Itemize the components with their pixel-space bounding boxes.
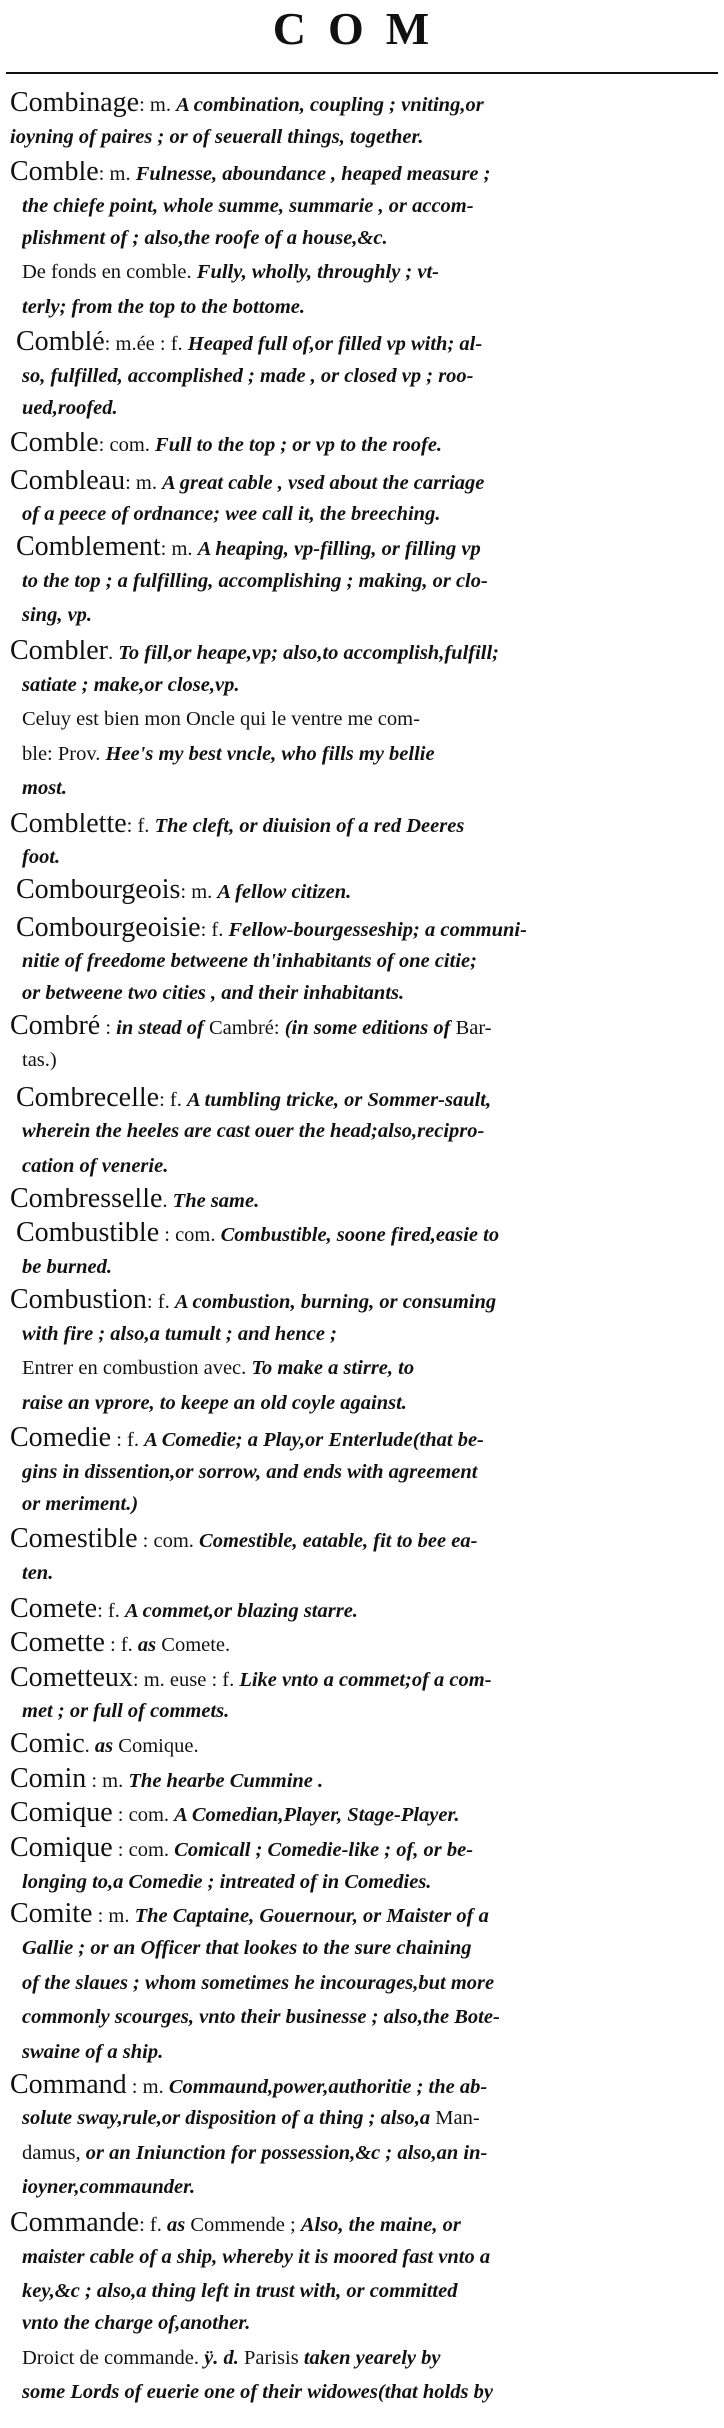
english-gloss: swaine of a ship.	[22, 2042, 164, 2063]
dictionary-line	[22, 297, 724, 319]
headword: Comite	[10, 1903, 93, 1928]
dictionary-line	[16, 879, 724, 904]
english-gloss: or meriment.)	[22, 1494, 139, 1515]
dictionary-line	[22, 744, 724, 766]
dictionary-line	[10, 1733, 724, 1758]
french-text: De fonds en comble.	[22, 262, 197, 283]
dictionary-line	[22, 504, 724, 526]
english-gloss: Fulnesse, aboundance , heaped measure ;	[135, 163, 491, 185]
dictionary-line	[22, 951, 724, 973]
header-rule	[6, 72, 718, 74]
dictionary-line	[22, 2348, 724, 2370]
english-gloss: be burned.	[22, 1257, 112, 1278]
english-gloss: foot.	[22, 847, 61, 868]
french-text: Cambré:	[209, 1017, 285, 1039]
english-gloss: or an Iniunction for possession,&c ; also,an in-	[85, 2143, 488, 2164]
english-gloss: ten.	[22, 1563, 54, 1584]
french-text: : f.	[159, 1089, 187, 1111]
french-text: : m.	[125, 472, 163, 494]
dictionary-line	[10, 470, 724, 495]
french-text: : com.	[112, 1839, 175, 1861]
dictionary-line	[10, 640, 724, 665]
dictionary-line	[10, 1427, 724, 1452]
headword: Combustion	[10, 1289, 147, 1314]
dictionary-line	[22, 1050, 724, 1072]
english-gloss: Like vnto a commet;of a com-	[239, 1669, 492, 1691]
headword: Combourgeoisie	[16, 917, 201, 942]
french-text: Man-	[435, 2108, 480, 2129]
english-gloss: Also, the maine, or	[300, 2214, 461, 2236]
dictionary-line	[22, 1872, 724, 1894]
english-gloss: raise an vprore, to keepe an old coyle against.	[22, 1393, 407, 1414]
english-gloss: satiate ; make,or close,vp.	[22, 675, 240, 696]
dictionary-line	[10, 1632, 724, 1657]
dictionary-line	[22, 1393, 724, 1415]
french-text: .	[108, 642, 119, 664]
dictionary-line	[22, 1563, 724, 1585]
english-gloss: or betweene two cities , and their inhabitants.	[22, 983, 405, 1004]
dictionary-line	[16, 331, 724, 356]
english-gloss: ued,roofed.	[22, 398, 118, 419]
french-text: : m.	[180, 881, 218, 903]
english-gloss: sing, vp.	[22, 605, 93, 626]
dictionary-line	[10, 2074, 724, 2099]
headword: Combresselle	[10, 1188, 163, 1213]
dictionary-line	[22, 983, 724, 1005]
french-text: : m.	[86, 1770, 129, 1792]
headword: Comblement	[16, 536, 161, 561]
dictionary-line	[22, 1701, 724, 1723]
dictionary-line	[22, 2042, 724, 2064]
english-gloss: gins in dissention,or sorrow, and ends with agreement	[22, 1462, 478, 1483]
french-text: : f.	[139, 2214, 167, 2236]
french-text: Comique.	[118, 1735, 199, 1757]
dictionary-line	[16, 536, 724, 561]
french-text: : com.	[98, 434, 156, 456]
headword: Comedie	[10, 1427, 112, 1452]
dictionary-line	[22, 2382, 724, 2404]
dictionary-line	[22, 2143, 724, 2165]
english-gloss: A combustion, burning, or consuming	[174, 1291, 497, 1313]
french-text: Bar-	[455, 1017, 492, 1039]
headword: Comique	[10, 1837, 113, 1862]
dictionary-line	[10, 432, 724, 457]
dictionary-line	[10, 1802, 724, 1827]
english-gloss: key,&c ; also,a thing left in trust with, or committed	[22, 2281, 458, 2302]
english-gloss: A commet,or blazing starre.	[125, 1600, 358, 1622]
headword: Comic	[10, 1733, 85, 1758]
french-text: : m. euse : f.	[132, 1669, 240, 1691]
english-gloss: ÿ. d.	[204, 2348, 245, 2369]
dictionary-line	[22, 2313, 724, 2335]
dictionary-line	[10, 92, 724, 117]
headword: Combinage	[10, 92, 140, 117]
english-gloss: cation of venerie.	[22, 1156, 169, 1177]
headword: Comblette	[10, 813, 127, 838]
headword: Combustible	[16, 1222, 160, 1247]
french-text: .	[162, 1190, 173, 1212]
dictionary-entries	[0, 84, 724, 2424]
english-gloss: A great cable , vsed about the carriage	[162, 472, 485, 494]
english-gloss: Combustible, soone fired,easie to	[220, 1224, 500, 1246]
dictionary-line	[10, 813, 724, 838]
dictionary-line	[10, 161, 724, 186]
english-gloss: ioyner,commaunder.	[22, 2177, 196, 2198]
french-text: Entrer en combustion avec.	[22, 1358, 252, 1379]
english-gloss: in stead of	[116, 1017, 209, 1039]
dictionary-line	[10, 1289, 724, 1314]
dictionary-line	[22, 228, 724, 250]
english-gloss: of the slaues ; whom sometimes he incourages,but more	[22, 1973, 495, 1994]
dictionary-line	[10, 1667, 724, 1692]
french-text: : m.	[98, 163, 136, 185]
english-gloss: some Lords of euerie one of their widowes(that holds by	[22, 2382, 493, 2403]
english-gloss: Full to the top ; or vp to the roofe.	[155, 434, 443, 456]
french-text: : f.	[97, 1600, 125, 1622]
english-gloss: (in some editions of	[284, 1017, 456, 1039]
english-gloss: To fill,or heape,vp; also,to accomplish,fulfill;	[118, 642, 500, 664]
dictionary-line	[22, 366, 724, 388]
dictionary-line	[22, 196, 724, 218]
dictionary-line	[22, 1121, 724, 1143]
dictionary-line	[10, 2212, 724, 2237]
french-text: : m.	[160, 538, 198, 560]
dictionary-line	[10, 1188, 724, 1213]
headword: Comble	[10, 161, 99, 186]
headword: Command	[10, 2074, 127, 2099]
dictionary-line	[22, 2247, 724, 2269]
page-header	[0, 0, 724, 84]
english-gloss: so, fulfilled, accomplished ; made , or closed vp ; roo-	[22, 366, 474, 387]
english-gloss: as	[94, 1735, 119, 1757]
english-gloss: A heaping, vp-filling, or filling vp	[197, 538, 481, 560]
english-gloss: A fellow citizen.	[217, 881, 352, 903]
french-text: : m.	[139, 94, 177, 116]
english-gloss: nitie of freedome betweene th'inhabitants of one citie;	[22, 951, 477, 972]
english-gloss: A Comedian,Player, Stage-Player.	[174, 1804, 460, 1826]
french-text: Droict de commande.	[22, 2348, 205, 2369]
dictionary-line	[10, 1768, 724, 1793]
english-gloss: the chiefe point, whole summe, summarie , or accom-	[22, 196, 474, 217]
running-head: COM	[272, 3, 452, 54]
dictionary-line	[10, 1837, 724, 1862]
dictionary-line	[22, 1156, 724, 1178]
dictionary-line	[22, 2177, 724, 2199]
french-text: : com.	[112, 1804, 175, 1826]
english-gloss: Heaped full of,or filled vp with; al-	[187, 333, 483, 355]
french-text: : com.	[159, 1224, 221, 1246]
dictionary-line	[22, 1358, 724, 1380]
headword: Comette	[10, 1632, 105, 1657]
english-gloss: The hearbe Cummine .	[128, 1770, 324, 1792]
french-text: .	[84, 1735, 95, 1757]
english-gloss: Fellow-bourgesseship; a communi-	[228, 919, 527, 941]
english-gloss: of a peece of ordnance; wee call it, the breeching.	[22, 504, 441, 525]
dictionary-line	[22, 2007, 724, 2029]
english-gloss: terly; from the top to the bottome.	[22, 297, 305, 318]
english-gloss: plishment of ; also,the roofe of a house,&c.	[22, 228, 388, 249]
english-gloss: Gallie ; or an Officer that lookes to the sure chaining	[22, 1938, 472, 1959]
dictionary-line	[16, 917, 724, 942]
english-gloss: taken yearely by	[303, 2348, 441, 2369]
english-gloss: The cleft, or diuision of a red Deeres	[154, 815, 465, 837]
french-text: : f.	[111, 1429, 145, 1451]
headword: Combré	[10, 1015, 101, 1040]
english-gloss: A tumbling tricke, or Sommer-sault,	[186, 1089, 492, 1111]
french-text: : m.	[126, 2076, 169, 2098]
french-text: Comete.	[161, 1634, 231, 1656]
dictionary-line	[22, 1973, 724, 1995]
french-text: : f.	[146, 1291, 175, 1313]
english-gloss: The same.	[172, 1190, 260, 1212]
dictionary-line	[10, 1598, 724, 1623]
dictionary-line	[16, 1087, 724, 1112]
english-gloss: Commaund,power,authoritie ; the ab-	[168, 2076, 488, 2098]
dictionary-line	[22, 1257, 724, 1279]
french-text: tas.)	[22, 1050, 57, 1071]
english-gloss: To make a stirre, to	[251, 1358, 415, 1379]
english-gloss: ioyning of paires ; or of seuerall things, together.	[10, 127, 424, 148]
dictionary-line	[16, 1222, 724, 1247]
headword: Combleau	[10, 470, 126, 495]
dictionary-line	[10, 127, 724, 149]
dictionary-line	[22, 1324, 724, 1346]
dictionary-line	[22, 2108, 724, 2130]
headword: Comble	[10, 432, 99, 457]
headword: Combourgeois	[16, 879, 181, 904]
dictionary-line	[22, 847, 724, 869]
french-text: : com.	[137, 1530, 200, 1552]
dictionary-line	[22, 398, 724, 420]
french-text: Commende ;	[190, 2214, 301, 2236]
headword: Cometteux	[10, 1667, 133, 1692]
french-text: ble: Prov.	[22, 744, 106, 765]
dictionary-line	[10, 1015, 724, 1040]
dictionary-line	[22, 605, 724, 627]
headword: Comblé	[16, 331, 105, 356]
english-gloss: A combination, coupling ; vniting,or	[176, 94, 484, 116]
english-gloss: solute sway,rule,or disposition of a thing ; also,a	[22, 2108, 436, 2129]
french-text: :	[100, 1017, 117, 1039]
french-text: Celuy est bien mon Oncle qui le ventre me com-	[22, 709, 420, 730]
dictionary-line	[22, 1938, 724, 1960]
english-gloss: to the top ; a fulfilling, accomplishing ; making, or clo-	[22, 571, 488, 592]
dictionary-line	[22, 1494, 724, 1516]
english-gloss: with fire ; also,a tumult ; and hence ;	[22, 1324, 337, 1345]
english-gloss: commonly scourges, vnto their businesse ; also,the Bote-	[22, 2007, 500, 2028]
french-text: : m.	[92, 1905, 135, 1927]
english-gloss: met ; or full of commets.	[22, 1701, 230, 1722]
english-gloss: The Captaine, Gouernour, or Maister of a	[134, 1905, 489, 1927]
headword: Comin	[10, 1768, 87, 1793]
french-text: Parisis	[244, 2348, 304, 2369]
english-gloss: Fully, wholly, throughly ; vt-	[196, 262, 440, 283]
dictionary-line	[22, 709, 724, 731]
english-gloss: Comicall ; Comedie-like ; of, or be-	[174, 1839, 474, 1861]
english-gloss: as	[167, 2214, 191, 2236]
headword: Combler	[10, 640, 108, 665]
dictionary-line	[10, 1903, 724, 1928]
dictionary-line	[10, 1528, 724, 1553]
headword: Combrecelle	[16, 1087, 160, 1112]
french-text: : f.	[200, 919, 229, 941]
dictionary-line	[22, 262, 724, 284]
dictionary-line	[22, 778, 724, 800]
english-gloss: A Comedie; a Play,or Enterlude(that be-	[144, 1429, 484, 1451]
headword: Comestible	[10, 1528, 138, 1553]
french-text: : f.	[104, 1634, 138, 1656]
english-gloss: wherein the heeles are cast ouer the head;also,recipro-	[22, 1121, 485, 1142]
english-gloss: maister cable of a ship, whereby it is moored fast vnto a	[22, 2247, 491, 2268]
headword: Comique	[10, 1802, 113, 1827]
english-gloss: Hee's my best vncle, who fills my bellie	[105, 744, 435, 765]
english-gloss: vnto the charge of,another.	[22, 2313, 251, 2334]
dictionary-line	[22, 675, 724, 697]
headword: Comete	[10, 1598, 98, 1623]
english-gloss: Comestible, eatable, fit to bee ea-	[199, 1530, 478, 1552]
french-text: : m.ée : f.	[104, 333, 188, 355]
french-text: : f.	[126, 815, 155, 837]
headword: Commande	[10, 2212, 140, 2237]
english-gloss: most.	[22, 778, 67, 799]
dictionary-line	[22, 1462, 724, 1484]
english-gloss: as	[137, 1634, 162, 1656]
dictionary-line	[22, 571, 724, 593]
dictionary-line	[22, 2281, 724, 2303]
english-gloss: longing to,a Comedie ; intreated of in Comedies.	[22, 1872, 432, 1893]
french-text: damus,	[22, 2143, 86, 2164]
